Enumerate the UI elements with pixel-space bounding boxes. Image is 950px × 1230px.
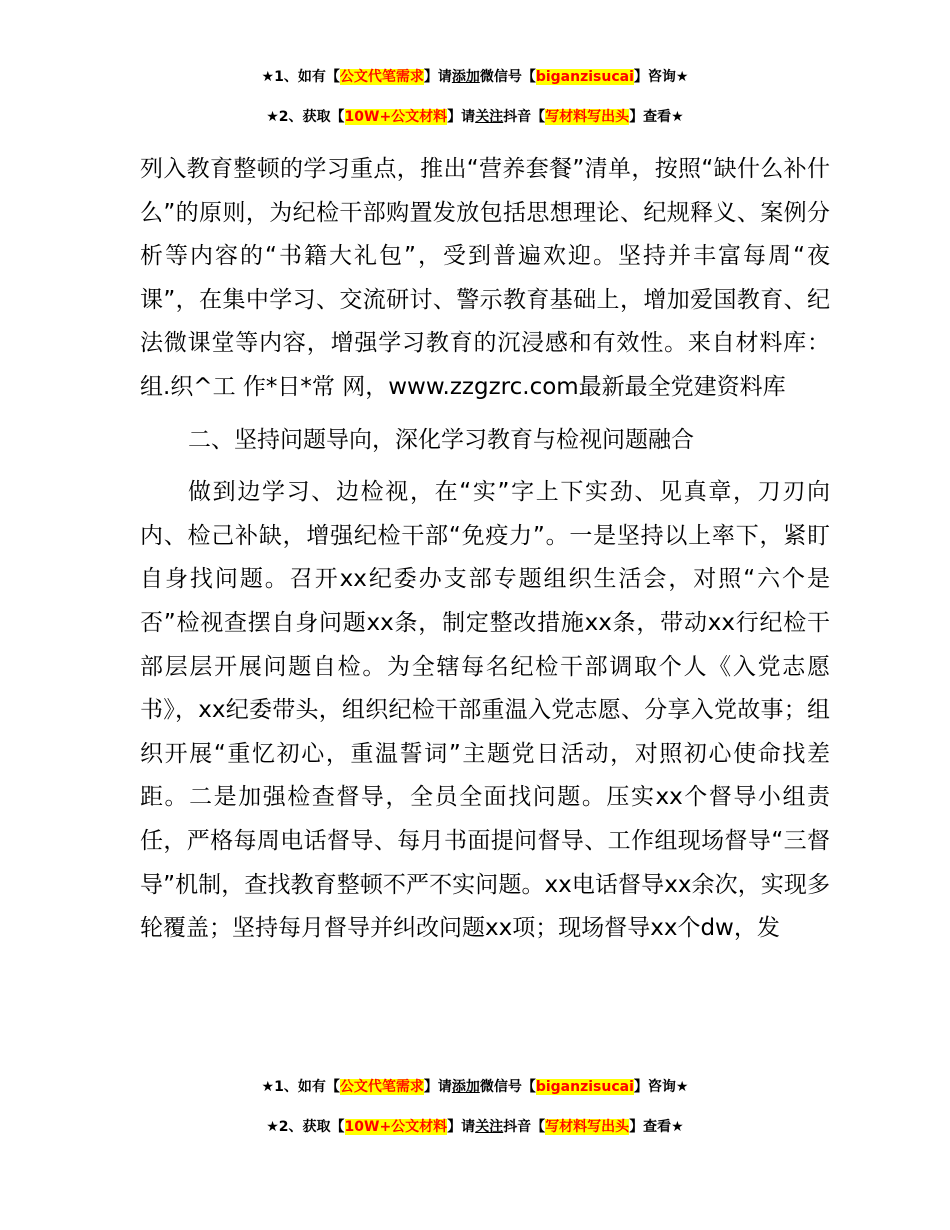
banner-prefix: ★1、如有【 xyxy=(261,1079,340,1095)
banner-prefix: ★2、获取【 xyxy=(266,1119,345,1135)
banner-underlined-word: 关注 xyxy=(475,109,504,125)
footer-banner-line-1 xyxy=(0,1076,950,1098)
banner-highlight-wechat-id: biganzisucai xyxy=(535,69,634,85)
footer-banner-line-2 xyxy=(0,1116,950,1138)
banner-prefix: ★1、如有【 xyxy=(261,69,340,85)
banner-mid: 微信号【 xyxy=(479,1079,536,1095)
banner-underlined-word: 添加 xyxy=(451,69,480,85)
paragraph-continuation: 列入教育整顿的学习重点，推出“营养套餐”清单，按照“缺什么补什么”的原则，为纪检干部购置发放包括思想理论、纪规释义、案例分析等内容的“书籍大礼包”，受到普遍欢迎。坚持并丰富每周“夜课”，在集中学习、交流研讨、警示教育基础上，增加爱国教育、纪法微课堂等内容，增强学习教育的沉浸感和有效性。来自材料库：组.织^工 作*日*常 网，www.zzgzrc.com最新最全党建资料库 xyxy=(140,156,830,400)
banner-suffix: 】查看★ xyxy=(629,1119,684,1135)
paragraph-body: 做到边学习、边检视，在“实”字上下实劲、见真章，刀刃向内、检己补缺，增强纪检干部“免疫力”。一是坚持以上率下，紧盯自身找问题。召开xx纪委办支部专题组织生活会，对照“六个是否”检视查摆自身问题xx条，制定整改措施xx条，带动xx行纪检干部层层开展问题自检。为全辖每名纪检干部调取个人《入党志愿书》，xx纪委带头，组织纪检干部重温入党志愿、分享入党故事；组织开展“重忆初心，重温誓词”主题党日活动，对照初心使命找差距。二是加强检查督导，全员全面找问题。压实xx个督导小组责任，严格每周电话督导、每月书面提问督导、工作组现场督导“三督导”机制，查找教育整顿不严不实问题。xx电话督导xx余次，实现多轮覆盖；坚持每月督导并纠改问题xx项；现场督导xx个dw，发 xyxy=(140,479,830,942)
banner-highlight-materials: 10W+公文材料 xyxy=(344,1119,448,1135)
banner-highlight-materials: 10W+公文材料 xyxy=(344,109,448,125)
banner-suffix: 】咨询★ xyxy=(633,1079,689,1095)
banner-highlight-douyin-id: 写材料写出头 xyxy=(545,109,630,125)
banner-prefix: ★2、获取【 xyxy=(266,109,345,125)
banner-mid: 】请 xyxy=(447,1119,476,1135)
banner-mid: 】请 xyxy=(423,69,452,85)
banner-highlight-service: 公文代笔需求 xyxy=(339,1079,424,1095)
section-heading: 二、坚持问题导向，深化学习教育与检视问题融合 xyxy=(188,426,694,453)
banner-suffix: 】查看★ xyxy=(629,109,684,125)
banner-highlight-service: 公文代笔需求 xyxy=(339,69,424,85)
banner-mid: 】请 xyxy=(447,109,476,125)
banner-mid: 微信号【 xyxy=(479,69,536,85)
banner-suffix: 】咨询★ xyxy=(633,69,689,85)
banner-highlight-douyin-id: 写材料写出头 xyxy=(545,1119,630,1135)
header-banner-line-1 xyxy=(0,66,950,88)
banner-mid: 抖音【 xyxy=(503,109,546,125)
header-banner-line-2 xyxy=(0,106,950,128)
document-body xyxy=(140,148,830,951)
banner-underlined-word: 关注 xyxy=(475,1119,504,1135)
banner-mid: 】请 xyxy=(423,1079,452,1095)
banner-underlined-word: 添加 xyxy=(451,1079,480,1095)
banner-mid: 抖音【 xyxy=(503,1119,546,1135)
banner-highlight-wechat-id: biganzisucai xyxy=(535,1079,634,1095)
